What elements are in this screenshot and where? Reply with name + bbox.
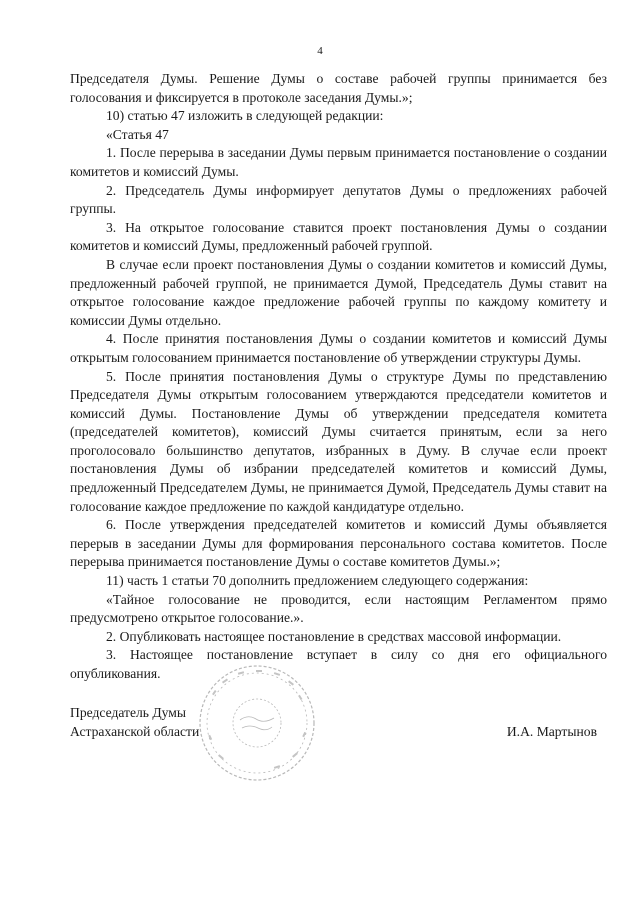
paragraph: «Статья 47 bbox=[106, 126, 169, 142]
paragraph: Председателя Думы. Решение Думы о составе рабочей группы принимается без голосования и фиксируется в протоколе заседания Думы.»; bbox=[70, 71, 607, 105]
paragraph: В случае если проект постановления Думы о создании комитетов и комиссий Думы, предложенный рабочей группой, не принимается Думой, Председатель Думы ставит на открытое голосование каждое предложение рабочей группы по каждому комитету и комиссии Думы отдельно. bbox=[70, 256, 607, 328]
signatory-position-line: Астраханской области bbox=[70, 724, 200, 739]
page-number: 4 bbox=[317, 45, 323, 57]
paragraph: 4. После принятия постановления Думы о создании комитетов и комиссий Думы открытым голосованием принимается постановление об утверждении структуры Думы. bbox=[70, 331, 607, 365]
paragraph: 2. Председатель Думы информирует депутатов Думы о предложениях рабочей группы. bbox=[70, 182, 607, 217]
signatory-position-line: Председатель Думы bbox=[70, 705, 187, 720]
paragraph: 5. После принятия постановления Думы о структуре Думы по представлению Председателя Думы открытым голосованием утверждаются председатели комитетов и комиссий Думы. Постановление Думы об утверждении председателя комитета (председателей комитетов), комиссий Думы считается принятым, если за него проголосовало большинство депутатов, избранных в Думу. В случае если проект постановления Думы об избрании председателей комитетов и комиссий Думы, предложенный Председателем Думы, не принимается Думой, Председатель Думы ставит на голосование каждое предложение по каждой кандидатуре отдельно. bbox=[70, 368, 607, 514]
paragraph: 2. Опубликовать настоящее постановление в средствах массовой информации. bbox=[106, 628, 562, 644]
paragraph: 3. Настоящее постановление вступает в силу со дня его официального опубликования. bbox=[70, 647, 607, 681]
paragraph: 6. После утверждения председателей комитетов и комиссий Думы объявляется перерыв в заседании Думы для формирования персонального состава комитетов. После перерыва принимается постановление Думы о составе комитетов Думы.»; bbox=[70, 517, 607, 570]
signatory-position bbox=[70, 703, 199, 741]
signature-block bbox=[70, 703, 607, 763]
document-body bbox=[70, 70, 607, 684]
paragraph: 1. После перерыва в заседании Думы первым принимается постановление о создании комитетов и комиссий Думы. bbox=[70, 145, 607, 179]
signatory-name: И.А. Мартынов bbox=[506, 724, 597, 739]
paragraph: «Тайное голосование не проводится, если настоящим Регламентом прямо предусмотрено открытое голосование.». bbox=[70, 591, 607, 626]
paragraph: 10) статью 47 изложить в следующей редакции: bbox=[106, 108, 384, 124]
paragraph: 11) часть 1 статьи 70 дополнить предложением следующего содержания: bbox=[106, 573, 529, 589]
paragraph: 3. На открытое голосование ставится проект постановления Думы о создании комитетов и комиссий Думы, предложенный рабочей группой. bbox=[70, 219, 607, 254]
